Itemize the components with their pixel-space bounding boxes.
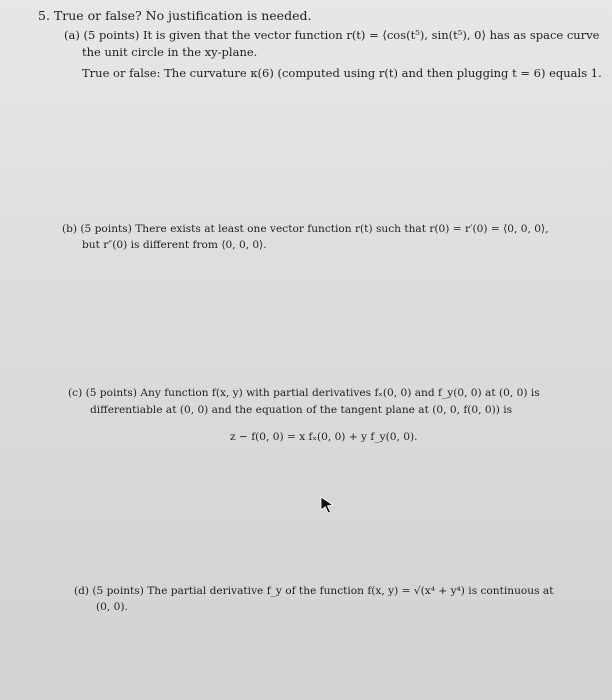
part-b-line-1: (b) (5 points) There exists at least one vector function r(t) such that r(0) = r′(0) = ⟨0, 0, 0⟩, — [62, 223, 549, 235]
part-d-line-1: (d) (5 points) The partial derivative f_y of the function f(x, y) = √(x⁴ + y⁴) is continuous at — [74, 585, 554, 597]
part-a-line-1: (a) (5 points) It is given that the vector function r(t) = ⟨cos(t⁵), sin(t⁵), 0⟩ has as space curve — [64, 28, 600, 42]
part-c-line-1: (c) (5 points) Any function f(x, y) with partial derivatives fₓ(0, 0) and f_y(0, 0) at (0, 0) is — [68, 387, 540, 399]
mouse-pointer-icon — [319, 496, 335, 514]
part-a-line-3: True or false: The curvature κ(6) (computed using r(t) and then plugging t = 6) equals 1. — [82, 66, 602, 80]
part-b-line-2: but r″(0) is different from ⟨0, 0, 0⟩. — [82, 239, 267, 251]
part-a-line-2: the unit circle in the xy-plane. — [82, 45, 258, 59]
part-d-line-2: (0, 0). — [96, 601, 128, 613]
part-c-line-2: differentiable at (0, 0) and the equation of the tangent plane at (0, 0, f(0, 0)) is — [90, 404, 513, 416]
tangent-plane-equation: z − f(0, 0) = x fₓ(0, 0) + y f_y(0, 0). — [230, 431, 418, 443]
problem-heading: 5. True or false? No justification is needed. — [38, 8, 312, 23]
